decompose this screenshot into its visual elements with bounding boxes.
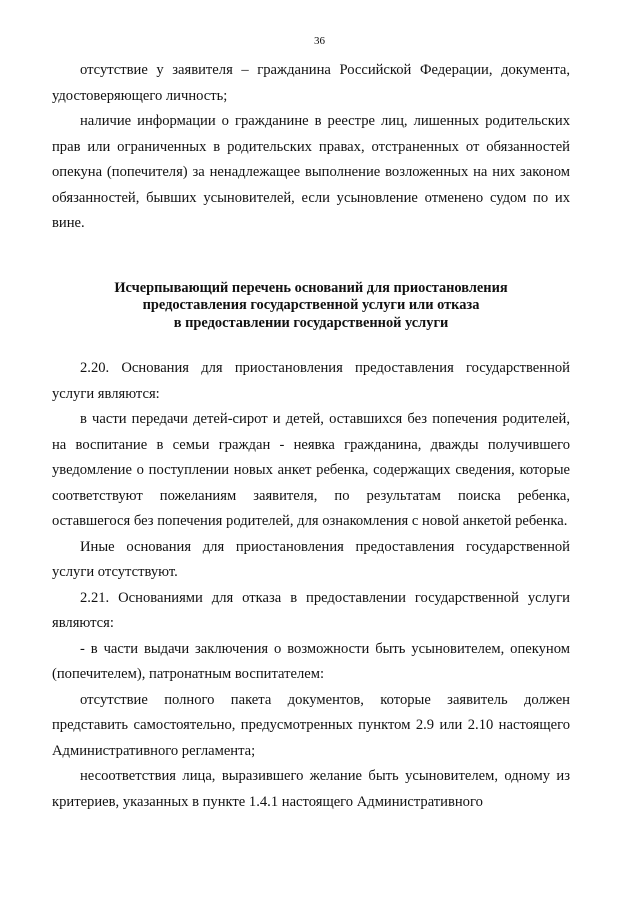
heading-line-3: в предоставлении государственной услуги: [173, 314, 449, 331]
section-heading: [52, 280, 570, 333]
paragraph-incomplete-documents: отсутствие полного пакета документов, которые заявитель должен представить самостоятельно, предусмотренных пунктом 2.9 или 2.10 настоящего Административного регламента;: [52, 691, 570, 759]
paragraph-no-identity-document: отсутствие у заявителя – гражданина Российской Федерации, документа, удостоверяющего личность;: [52, 62, 570, 104]
paragraph-other-grounds: Иные основания для приостановления предоставления государственной услуги отсутствуют.: [52, 538, 570, 580]
heading-line-2: предоставления государственной услуги или отказа: [142, 297, 480, 313]
page-number: 36: [314, 35, 325, 47]
paragraph-criteria-mismatch: несоответствия лица, выразившего желание быть усыновителем, одному из критериев, указанных в пункте 1.4.1 настоящего Административного: [52, 768, 570, 810]
paragraph-2-20: 2.20. Основания для приостановления предоставления государственной услуги являются:: [52, 360, 570, 402]
paragraph-orphans-transfer: в части передачи детей-сирот и детей, оставшихся без попечения родителей, на воспитание в семьи граждан - неявка гражданина, дважды получившего уведомление о поступлении новых анкет ребенка, содержащих сведения, которые соответствуют пожеланиям заявителя, по результатам поиска ребенка, оставшегося без попечения родителей, для ознакомления с новой анкетой ребенка.: [52, 411, 570, 529]
paragraph-registry-info: наличие информации о гражданине в реестре лиц, лишенных родительских прав или ограниченных в родительских правах, отстраненных от обязанностей опекуна (попечителя) за ненадлежащее выполнение возложенных на них законом обязанностей, бывших усыновителей, если усыновление отменено судом по их вине.: [52, 113, 570, 231]
paragraph-conclusion-issuance: - в части выдачи заключения о возможности быть усыновителем, опекуном (попечителем), патронатным воспитателем:: [52, 640, 570, 682]
paragraph-2-21: 2.21. Основаниями для отказа в предоставлении государственной услуги являются:: [52, 589, 570, 631]
heading-line-1: Исчерпывающий перечень оснований для приостановления: [114, 279, 508, 296]
document-body: [52, 58, 570, 815]
